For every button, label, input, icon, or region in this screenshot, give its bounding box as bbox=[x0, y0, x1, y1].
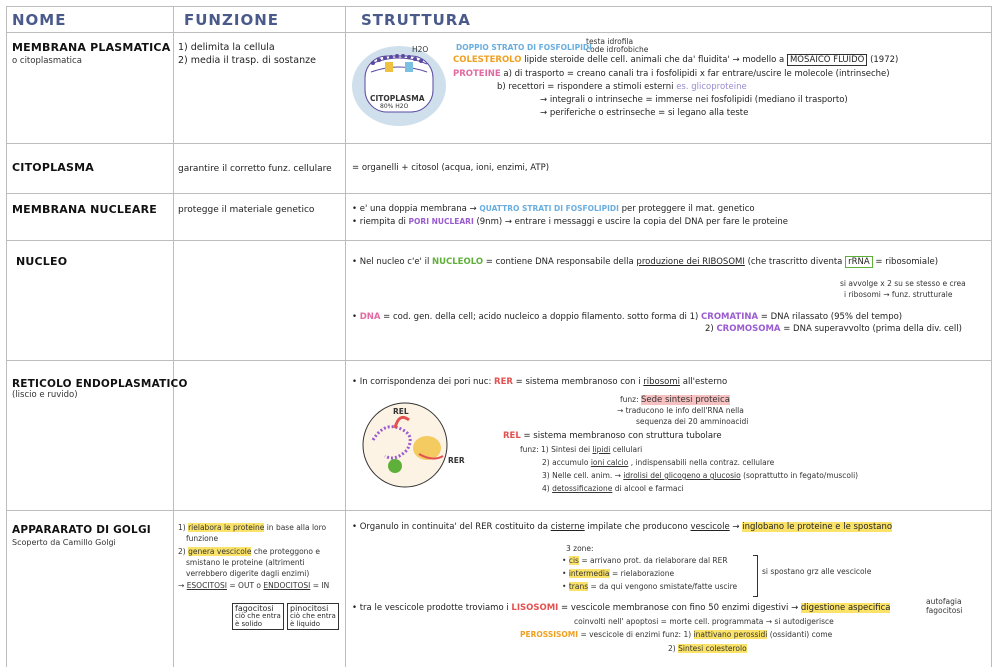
row-name: APPARARATO DI GOLGI bbox=[12, 524, 151, 536]
structure-text: funz: Sede sintesi proteica bbox=[620, 395, 730, 405]
pinocitosi-box: pinocitosi ciò che entra è liquido bbox=[287, 603, 339, 630]
row-name: RETICOLO ENDOPLASMATICO bbox=[12, 378, 188, 390]
function-text: 1) delimita la cellula bbox=[178, 42, 275, 53]
structure-text: • Organulo in continuita' del RER costituito da cisterne impilate che producono vescicole → inglobano le proteine e le spostano bbox=[352, 522, 893, 532]
grid-line bbox=[991, 6, 992, 667]
grid-line bbox=[6, 360, 992, 361]
function-text: → ESOCITOSI = OUT o ENDOCITOSI = IN bbox=[178, 581, 330, 590]
structure-text: = organelli + citosol (acqua, ioni, enzimi, ATP) bbox=[352, 163, 550, 173]
function-text: funzione bbox=[186, 534, 219, 543]
row-subtitle: (liscio e ruvido) bbox=[12, 390, 78, 400]
structure-text: 2) Sintesi colesterolo bbox=[668, 644, 747, 653]
function-text: garantire il corretto funz. cellulare bbox=[178, 164, 332, 174]
image-label: CITOPLASMA bbox=[370, 94, 425, 103]
membrane-illustration bbox=[349, 38, 449, 128]
row-name: CITOPLASMA bbox=[12, 161, 94, 174]
structure-text: funz: 1) Sintesi dei lipidi cellulari bbox=[520, 445, 643, 454]
structure-text: COLESTEROLO lipide steroide delle cell. animali che da' fluidita' → modello a MOSAICO FLUIDO (1972) bbox=[453, 55, 899, 65]
structure-text: • DNA = cod. gen. della cell; acido nucleico a doppio filamento. sotto forma di 1) CROMATINA = DNA rilassato (95% del tempo) bbox=[352, 312, 903, 322]
header-funzione: FUNZIONE bbox=[184, 11, 279, 29]
structure-text: • intermedia = rielaborazione bbox=[562, 569, 675, 578]
function-text: protegge il materiale genetico bbox=[178, 205, 315, 215]
structure-text: • riempita di PORI NUCLEARI (9nm) → entrare i messaggi e uscire la copia del DNA per fare le proteine bbox=[352, 217, 789, 227]
grid-line bbox=[6, 510, 992, 511]
header-struttura: STRUTTURA bbox=[361, 11, 471, 29]
grid-line bbox=[6, 143, 992, 144]
image-label: RER bbox=[448, 456, 465, 465]
row-subtitle: Scoperto da Camillo Golgi bbox=[12, 538, 116, 547]
structure-text: • cis = arrivano prot. da rielaborare dal RER bbox=[562, 556, 728, 565]
row-subtitle: o citoplasmatica bbox=[12, 56, 82, 66]
fagocitosi-box: fagocitosi ciò che entra è solido bbox=[232, 603, 284, 630]
grid-line bbox=[345, 6, 346, 667]
structure-text: autofagia bbox=[926, 597, 962, 606]
structure-text: 4) detossificazione di alcool e farmaci bbox=[542, 484, 684, 493]
structure-text: 3) Nelle cell. anim. → idrolisi del glicogeno a glucosio (soprattutto in fegato/muscoli) bbox=[542, 471, 859, 480]
structure-text: 2) accumulo ioni calcio , indispensabili nella contraz. cellulare bbox=[542, 458, 775, 467]
structure-text: • Nel nucleo c'e' il NUCLEOLO = contiene DNA responsabile della produzione dei RIBOSOMI (che trascritto diventa rRNA = ribosomiale) bbox=[352, 257, 939, 267]
structure-text: si avvolge x 2 su se stesso e crea bbox=[840, 279, 966, 288]
grid-line bbox=[6, 32, 992, 33]
header-nome: NOME bbox=[12, 11, 67, 29]
structure-text: coinvolti nell' apoptosi = morte cell. programmata → si autodigerisce bbox=[574, 617, 834, 626]
grid-line bbox=[6, 240, 992, 241]
structure-text: • In corrispondenza dei pori nuc: RER = sistema membranoso con i ribosomi all'esterno bbox=[352, 377, 728, 387]
image-label: H2O bbox=[412, 45, 429, 54]
structure-text: PEROSSISOMI = vescicole di enzimi funz: 1) inattivano perossidi (ossidanti) come bbox=[520, 630, 833, 639]
grid-line bbox=[6, 6, 992, 7]
er-illustration bbox=[355, 400, 465, 490]
structure-text: → integrali o intrinseche = immerse nei fosfolipidi (mediano il trasporto) bbox=[540, 95, 848, 105]
structure-text: • e' una doppia membrana → QUATTRO STRATI DI FOSFOLIPIDI per proteggere il mat. genetico bbox=[352, 204, 755, 214]
structure-text: REL = sistema membranoso con struttura tubolare bbox=[503, 431, 722, 441]
function-text: verrebbero digerite dagli enzimi) bbox=[186, 569, 310, 578]
grid-line bbox=[173, 6, 174, 667]
structure-text: code idrofobiche bbox=[586, 45, 649, 54]
function-text: 2) genera vescicole che proteggono e bbox=[178, 547, 321, 556]
function-text: 1) rielabora le proteine in base alla loro bbox=[178, 523, 327, 532]
structure-text: DOPPIO STRATO DI FOSFOLIPIDI bbox=[456, 43, 592, 52]
structure-text: 2) CROMOSOMA = DNA superavvolto (prima della div. cell) bbox=[705, 324, 962, 334]
structure-text: i ribosomi → funz. strutturale bbox=[844, 290, 953, 299]
structure-text: 3 zone: bbox=[566, 544, 594, 553]
structure-text: testa idrofila bbox=[586, 37, 634, 46]
row-name: MEMBRANA NUCLEARE bbox=[12, 203, 157, 216]
image-label: REL bbox=[393, 407, 409, 416]
image-label: 80% H2O bbox=[380, 103, 409, 110]
structure-text: b) recettori = rispondere a stimoli esterni es. glicoproteine bbox=[497, 82, 747, 92]
row-name: NUCLEO bbox=[16, 255, 68, 268]
structure-text: sequenza dei 20 amminoacidi bbox=[636, 417, 749, 426]
row-name: MEMBRANA PLASMATICA bbox=[12, 41, 171, 54]
structure-text: • tra le vescicole prodotte troviamo i LISOSOMI = vescicole membranose con fino 50 enzimi digestivi → digestione aspecifica bbox=[352, 603, 891, 613]
grid-line bbox=[6, 193, 992, 194]
structure-text: PROTEINE a) di trasporto = creano canali tra i fosfolipidi x far entrare/uscire le molecole (intrinseche) bbox=[453, 69, 890, 79]
structure-text: fagocitosi bbox=[926, 606, 963, 615]
structure-text: • trans = da qui vengono smistate/fatte uscire bbox=[562, 582, 738, 591]
bracket bbox=[753, 555, 758, 597]
function-text: smistano le proteine (altrimenti bbox=[186, 558, 305, 567]
function-text: 2) media il trasp. di sostanze bbox=[178, 55, 316, 66]
structure-text: → traducono le info dell'RNA nella bbox=[617, 406, 744, 415]
structure-text: → periferiche o estrinseche = si legano alla teste bbox=[540, 108, 749, 118]
grid-line bbox=[6, 6, 7, 667]
structure-text: si spostano grz alle vescicole bbox=[762, 567, 872, 576]
